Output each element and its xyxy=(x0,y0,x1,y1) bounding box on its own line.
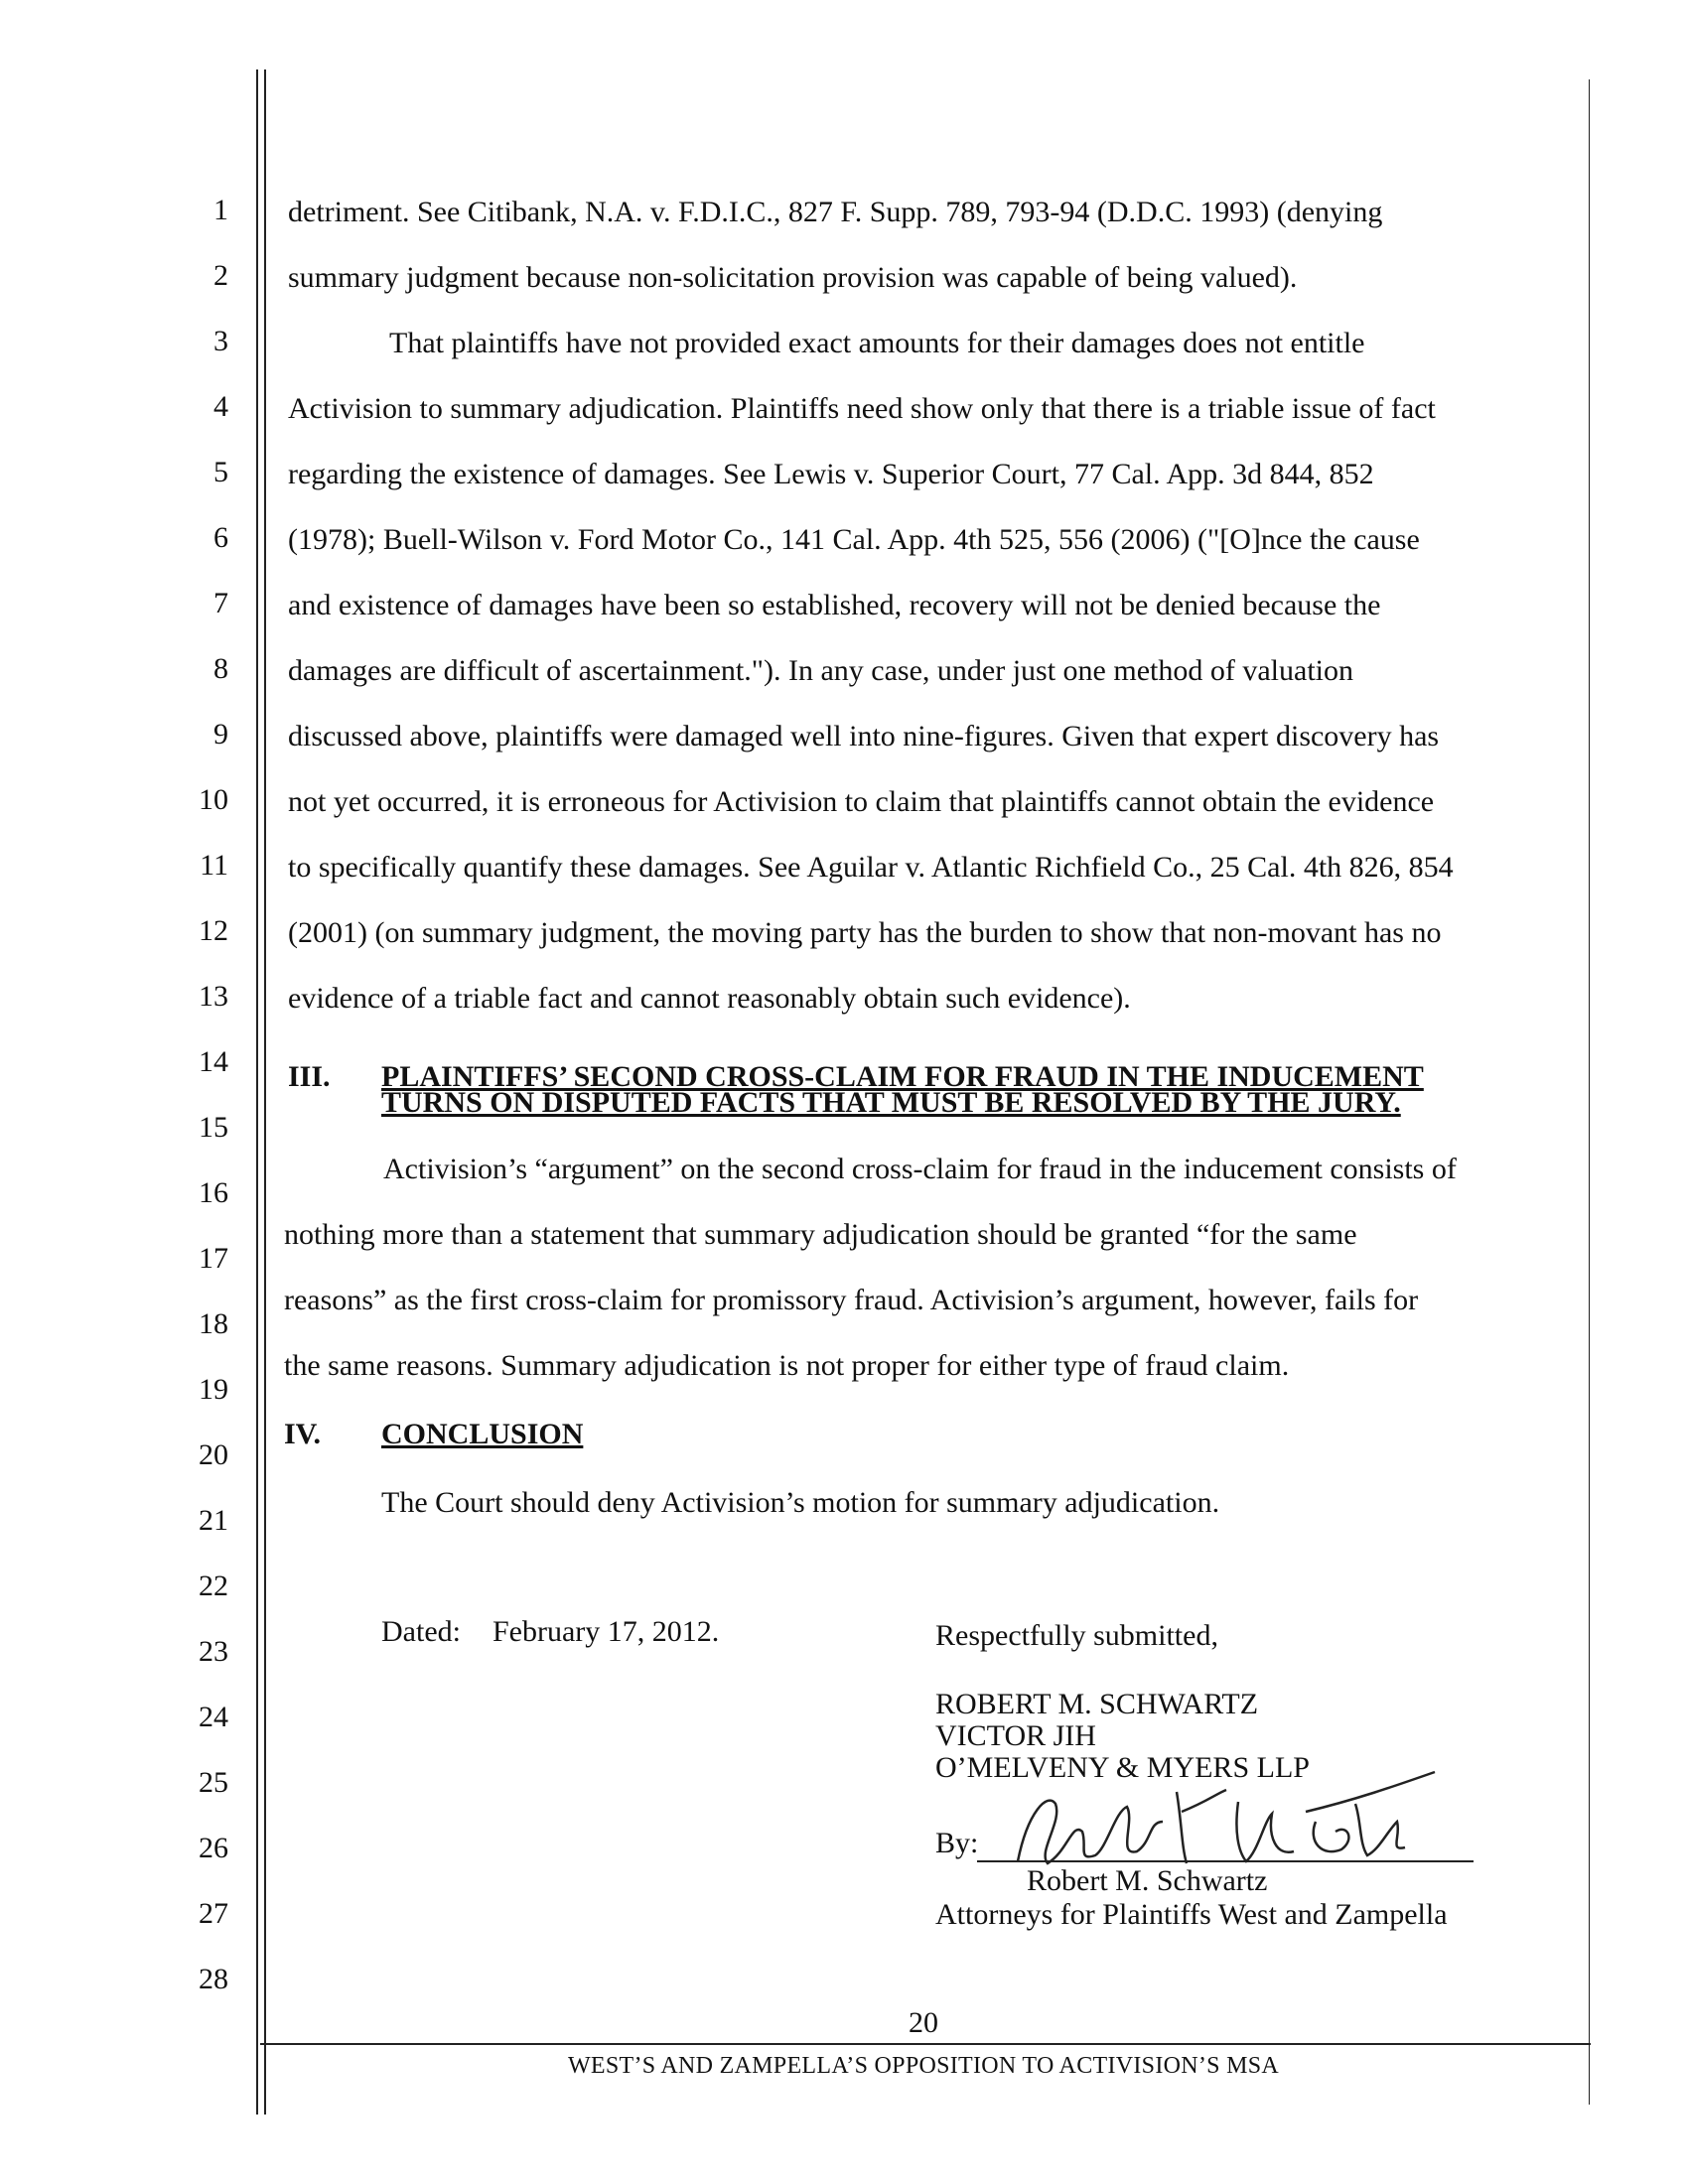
line-number: 14 xyxy=(199,1045,228,1078)
line-number: 1 xyxy=(213,194,228,226)
line-number: 28 xyxy=(199,1963,228,1995)
attorney-name: VICTOR JIH xyxy=(935,1719,1096,1752)
body-line: summary judgment because non-solicitation provision was capable of being valued). xyxy=(288,261,1298,294)
section-body-line: Activision’s “argument” on the second cross-claim for fraud in the inducement consists of xyxy=(383,1153,1457,1185)
section-numeral: III. xyxy=(288,1060,331,1093)
line-number: 23 xyxy=(199,1635,228,1668)
body-line: not yet occurred, it is erroneous for Activision to claim that plaintiffs cannot obtain the evidence xyxy=(288,785,1435,818)
attorney-name: ROBERT M. SCHWARTZ xyxy=(935,1688,1259,1720)
body-line: (1978); Buell-Wilson v. Ford Motor Co., 141 Cal. App. 4th 525, 556 (2006) ("[O]nce the cause xyxy=(288,523,1420,556)
signer-name: Robert M. Schwartz xyxy=(1027,1864,1268,1897)
line-number: 22 xyxy=(199,1570,228,1602)
line-number: 4 xyxy=(213,390,228,423)
line-number: 18 xyxy=(199,1307,228,1340)
left-margin-rule-outer xyxy=(256,69,258,2115)
law-firm-name: O’MELVENY & MYERS LLP xyxy=(935,1751,1310,1784)
line-number: 21 xyxy=(199,1504,228,1537)
line-number: 9 xyxy=(213,718,228,751)
body-line: damages are difficult of ascertainment."). In any case, under just one method of valuation xyxy=(288,654,1353,687)
body-line: (2001) (on summary judgment, the moving party has the burden to show that non-movant has no xyxy=(288,916,1442,949)
line-number: 17 xyxy=(199,1242,228,1275)
line-number: 20 xyxy=(199,1438,228,1471)
line-number: 24 xyxy=(199,1701,228,1733)
respectfully-submitted: Respectfully submitted, xyxy=(935,1619,1218,1652)
line-number: 10 xyxy=(199,783,228,816)
line-number: 2 xyxy=(213,259,228,292)
line-number: 16 xyxy=(199,1176,228,1209)
line-number: 7 xyxy=(213,587,228,619)
line-number: 13 xyxy=(199,980,228,1013)
line-number: 11 xyxy=(200,849,228,882)
section-heading: PLAINTIFFS’ SECOND CROSS-CLAIM FOR FRAUD IN THE INDUCEMENT xyxy=(381,1060,1424,1093)
section-body-line: reasons” as the first cross-claim for promissory fraud. Activision’s argument, however, fails for xyxy=(284,1284,1419,1316)
body-line: to specifically quantify these damages. See Aguilar v. Atlantic Richfield Co., 25 Cal. 4th 826, 854 xyxy=(288,851,1454,884)
line-number: 12 xyxy=(199,914,228,947)
section-body-line: the same reasons. Summary adjudication is not proper for either type of fraud claim. xyxy=(284,1349,1290,1382)
body-line: evidence of a triable fact and cannot reasonably obtain such evidence). xyxy=(288,982,1131,1015)
body-line: That plaintiffs have not provided exact amounts for their damages does not entitle xyxy=(389,327,1365,359)
body-line: and existence of damages have been so established, recovery will not be denied because the xyxy=(288,589,1381,621)
line-number: 6 xyxy=(213,521,228,554)
line-number: 26 xyxy=(199,1832,228,1864)
page-number: 20 xyxy=(909,2006,938,2039)
dated-label: Dated: xyxy=(381,1615,461,1648)
section-numeral: IV. xyxy=(284,1418,321,1450)
section-body-line: nothing more than a statement that summary adjudication should be granted “for the same xyxy=(284,1218,1357,1251)
section-heading: TURNS ON DISPUTED FACTS THAT MUST BE RESOLVED BY THE JURY. xyxy=(381,1086,1401,1119)
right-margin-rule xyxy=(1589,79,1590,2105)
line-number: 5 xyxy=(213,456,228,488)
section-heading: CONCLUSION xyxy=(381,1418,584,1450)
document-footer-title: WEST’S AND ZAMPELLA’S OPPOSITION TO ACTIVISION’S MSA xyxy=(567,2053,1280,2079)
body-line: discussed above, plaintiffs were damaged well into nine-figures. Given that expert discovery has xyxy=(288,720,1440,752)
line-number: 3 xyxy=(213,325,228,357)
by-label: By: xyxy=(935,1827,979,1859)
attorney-role: Attorneys for Plaintiffs West and Zampella xyxy=(935,1898,1448,1931)
filing-date: February 17, 2012. xyxy=(492,1615,720,1648)
body-line: detriment. See Citibank, N.A. v. F.D.I.C., 827 F. Supp. 789, 793-94 (D.D.C. 1993) (denying xyxy=(288,196,1383,228)
line-number: 19 xyxy=(199,1373,228,1406)
line-number: 15 xyxy=(199,1111,228,1144)
left-margin-rule-inner xyxy=(264,69,266,2115)
line-number: 25 xyxy=(199,1766,228,1799)
conclusion-text: The Court should deny Activision’s motion for summary adjudication. xyxy=(381,1486,1220,1519)
body-line: regarding the existence of damages. See Lewis v. Superior Court, 77 Cal. App. 3d 844, 852 xyxy=(288,458,1374,490)
body-line: Activision to summary adjudication. Plaintiffs need show only that there is a triable issue of fact xyxy=(288,392,1436,425)
footer-rule xyxy=(260,2043,1591,2045)
line-number: 8 xyxy=(213,652,228,685)
line-number: 27 xyxy=(199,1897,228,1930)
signature-line xyxy=(977,1860,1474,1862)
